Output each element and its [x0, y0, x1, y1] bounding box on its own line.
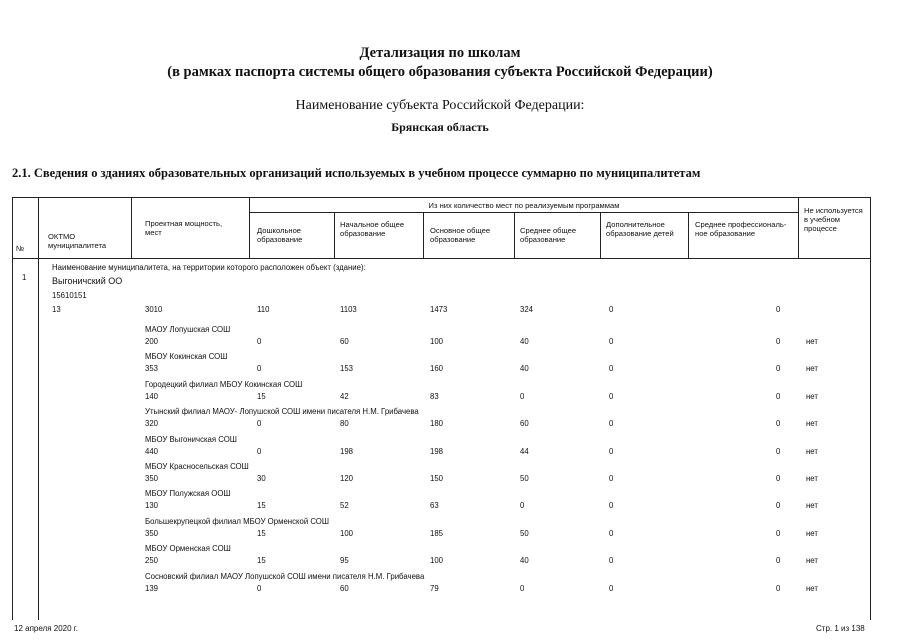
municipality-name: Выгоничский ОО [52, 276, 123, 286]
header-preschool: Дошкольное образование [257, 226, 303, 244]
school-vocational: 0 [776, 419, 781, 429]
summary-basic: 1473 [430, 305, 448, 314]
school-capacity: 350 [145, 474, 159, 483]
header-vocational: Среднее профессиональ-ное образование [695, 220, 787, 238]
doc-title-line2: (в рамках паспорта системы общего образования субъекта Российской Федерации) [167, 64, 713, 80]
municipality-label: Наименование муниципалитета, на территории которого расположен объект (здание): [52, 263, 366, 272]
school-secondary: 40 [520, 337, 529, 346]
school-additional: 0 [609, 391, 614, 401]
summary-capacity: 3010 [145, 305, 163, 314]
school-basic: 180 [430, 419, 444, 429]
school-name: МБОУ Кокинская СОШ [145, 352, 228, 362]
school-vocational: 0 [776, 474, 781, 483]
school-unused: нет [806, 528, 818, 538]
school-primary: 80 [340, 419, 349, 429]
school-additional: 0 [609, 419, 614, 429]
school-capacity: 320 [145, 419, 159, 429]
school-secondary: 50 [520, 474, 529, 483]
school-preschool: 0 [257, 419, 262, 429]
school-preschool: 0 [257, 337, 262, 346]
school-unused: нет [806, 337, 818, 346]
header-num: № [16, 244, 25, 253]
row-number: 1 [22, 273, 27, 282]
header-programs-group: Из них количество мест по реализуемым программам [428, 201, 620, 210]
school-vocational: 0 [776, 446, 781, 456]
school-additional: 0 [609, 583, 614, 593]
header-oktmo: ОКТМО муниципалитета [48, 232, 107, 250]
school-capacity: 440 [145, 446, 159, 456]
school-unused: нет [806, 391, 818, 401]
school-preschool: 0 [257, 583, 262, 593]
school-vocational: 0 [776, 556, 781, 566]
school-additional: 0 [609, 364, 614, 374]
school-preschool: 0 [257, 364, 262, 374]
school-vocational: 0 [776, 528, 781, 538]
school-primary: 52 [340, 501, 349, 511]
school-name: Большекрупецкой филиал МБОУ Орменской СОШ [145, 516, 330, 526]
school-preschool: 15 [257, 528, 266, 538]
summary-vocational: 0 [776, 305, 781, 314]
school-vocational: 0 [776, 337, 781, 346]
school-basic: 198 [430, 446, 444, 456]
school-basic: 185 [430, 528, 444, 538]
school-preschool: 15 [257, 556, 266, 566]
school-primary: 60 [340, 337, 349, 346]
school-secondary: 0 [520, 501, 525, 511]
school-vocational: 0 [776, 364, 781, 374]
header-basic: Основное общее образование [430, 226, 491, 244]
school-basic: 100 [430, 556, 444, 566]
school-primary: 198 [340, 446, 354, 456]
header-unused: Не используется в учебном процессе [804, 206, 863, 233]
school-basic: 160 [430, 364, 444, 374]
school-name: МБОУ Красносельская СОШ [145, 462, 249, 471]
school-basic: 150 [430, 474, 444, 483]
school-preschool: 30 [257, 474, 266, 483]
school-additional: 0 [609, 501, 614, 511]
school-primary: 95 [340, 556, 349, 566]
school-unused: нет [806, 419, 818, 429]
section-title: 2.1. Сведения о зданиях образовательных организаций используемых в учебном процессе суммарно по муниципалитетам [12, 166, 701, 180]
school-basic: 63 [430, 501, 439, 511]
school-unused: нет [806, 556, 818, 566]
school-secondary: 0 [520, 583, 525, 593]
school-basic: 79 [430, 583, 439, 593]
school-secondary: 40 [520, 556, 529, 566]
school-unused: нет [806, 501, 818, 511]
school-unused: нет [806, 364, 818, 374]
school-primary: 153 [340, 364, 354, 374]
school-additional: 0 [609, 337, 614, 346]
school-name: МАОУ Лопушская СОШ [145, 325, 231, 334]
header-secondary: Среднее общее образование [520, 226, 577, 244]
doc-title-line1: Детализация по школам [359, 45, 521, 61]
summary-preschool: 110 [257, 305, 270, 314]
school-additional: 0 [609, 556, 614, 566]
school-name: Городецкий филиал МБОУ Кокинская СОШ [145, 379, 303, 389]
school-secondary: 40 [520, 364, 529, 374]
school-vocational: 0 [776, 391, 781, 401]
school-preschool: 15 [257, 391, 266, 401]
school-capacity: 130 [145, 501, 159, 511]
school-capacity: 353 [145, 364, 159, 374]
school-capacity: 350 [145, 528, 159, 538]
school-unused: нет [806, 446, 818, 456]
school-basic: 83 [430, 391, 439, 401]
header-capacity: Проектная мощность, мест [145, 219, 223, 237]
subject-label: Наименование субъекта Российской Федерации: [295, 98, 585, 113]
school-capacity: 140 [145, 391, 159, 401]
school-capacity: 250 [145, 556, 159, 566]
school-additional: 0 [609, 474, 614, 483]
school-preschool: 15 [257, 501, 266, 511]
footer-page: Стр. 1 из 138 [816, 624, 865, 633]
school-basic: 100 [430, 337, 444, 346]
school-primary: 42 [340, 391, 349, 401]
summary-buildings: 13 [52, 305, 61, 314]
school-vocational: 0 [776, 501, 781, 511]
summary-primary: 1103 [340, 305, 357, 314]
school-name: МБОУ Орменская СОШ [145, 544, 231, 554]
school-primary: 100 [340, 528, 354, 538]
school-name: Утынский филиал МАОУ- Лопушской СОШ имени писателя Н.М. Грибачева [145, 407, 419, 417]
subject-value: Брянская область [391, 120, 489, 134]
school-unused: нет [806, 474, 818, 483]
school-vocational: 0 [776, 583, 781, 593]
header-additional: Дополнительное образование детей [606, 220, 674, 238]
school-primary: 60 [340, 583, 349, 593]
school-secondary: 60 [520, 419, 529, 429]
school-capacity: 139 [145, 583, 159, 593]
summary-additional: 0 [609, 305, 614, 314]
school-primary: 120 [340, 474, 354, 483]
school-capacity: 200 [145, 337, 159, 346]
school-name: МБОУ Полужская ООШ [145, 489, 231, 499]
footer-date: 12 апреля 2020 г. [14, 624, 78, 633]
school-secondary: 44 [520, 446, 529, 456]
header-primary: Начальное общее образование [340, 220, 405, 238]
school-secondary: 0 [520, 391, 525, 401]
school-additional: 0 [609, 446, 614, 456]
oktmo-code: 15610151 [52, 291, 87, 300]
school-name: Сосновский филиал МАОУ Лопушской СОШ имени писателя Н.М. Грибачева [145, 571, 425, 581]
school-unused: нет [806, 583, 818, 593]
school-preschool: 0 [257, 446, 262, 456]
summary-secondary: 324 [520, 305, 534, 314]
school-name: МБОУ Выгоничская СОШ [145, 434, 237, 444]
school-additional: 0 [609, 528, 614, 538]
school-secondary: 50 [520, 528, 529, 538]
